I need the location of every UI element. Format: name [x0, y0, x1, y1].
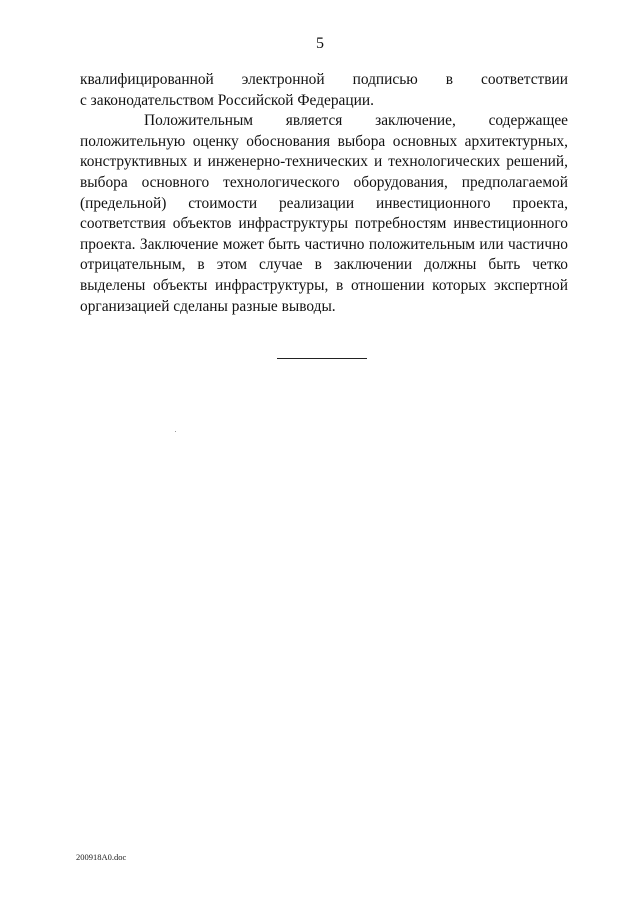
- page-number: 5: [316, 35, 324, 52]
- document-body: [80, 70, 568, 317]
- closing-separator-line: [277, 358, 367, 359]
- paragraph-continuation: [80, 70, 568, 111]
- paragraph-main: Положительным является заключение, содержащее положительную оценку обоснования выбора основных архитектурных, конструктивных и инженерно-технических и технологических решений, выбора основного технологического оборудования, предполагаемой (предельной) стоимости реализации инвестиционного проекта, соответствия объектов инфраструктуры потребностям инвестиционного проекта. Заключение может быть частично положительным или частично отрицательным, в этом случае в заключении должны быть четко выделены объекты инфраструктуры, в отношении которых экспертной организацией сделаны разные выводы.: [80, 112, 568, 315]
- continuation-line-2: с законодательством Российской Федерации.: [80, 91, 374, 109]
- scan-speck: [175, 431, 176, 432]
- footer-file-name: 200918A0.doc: [76, 852, 127, 862]
- continuation-line-1: квалифицированной электронной подписью в соответствии: [80, 71, 568, 88]
